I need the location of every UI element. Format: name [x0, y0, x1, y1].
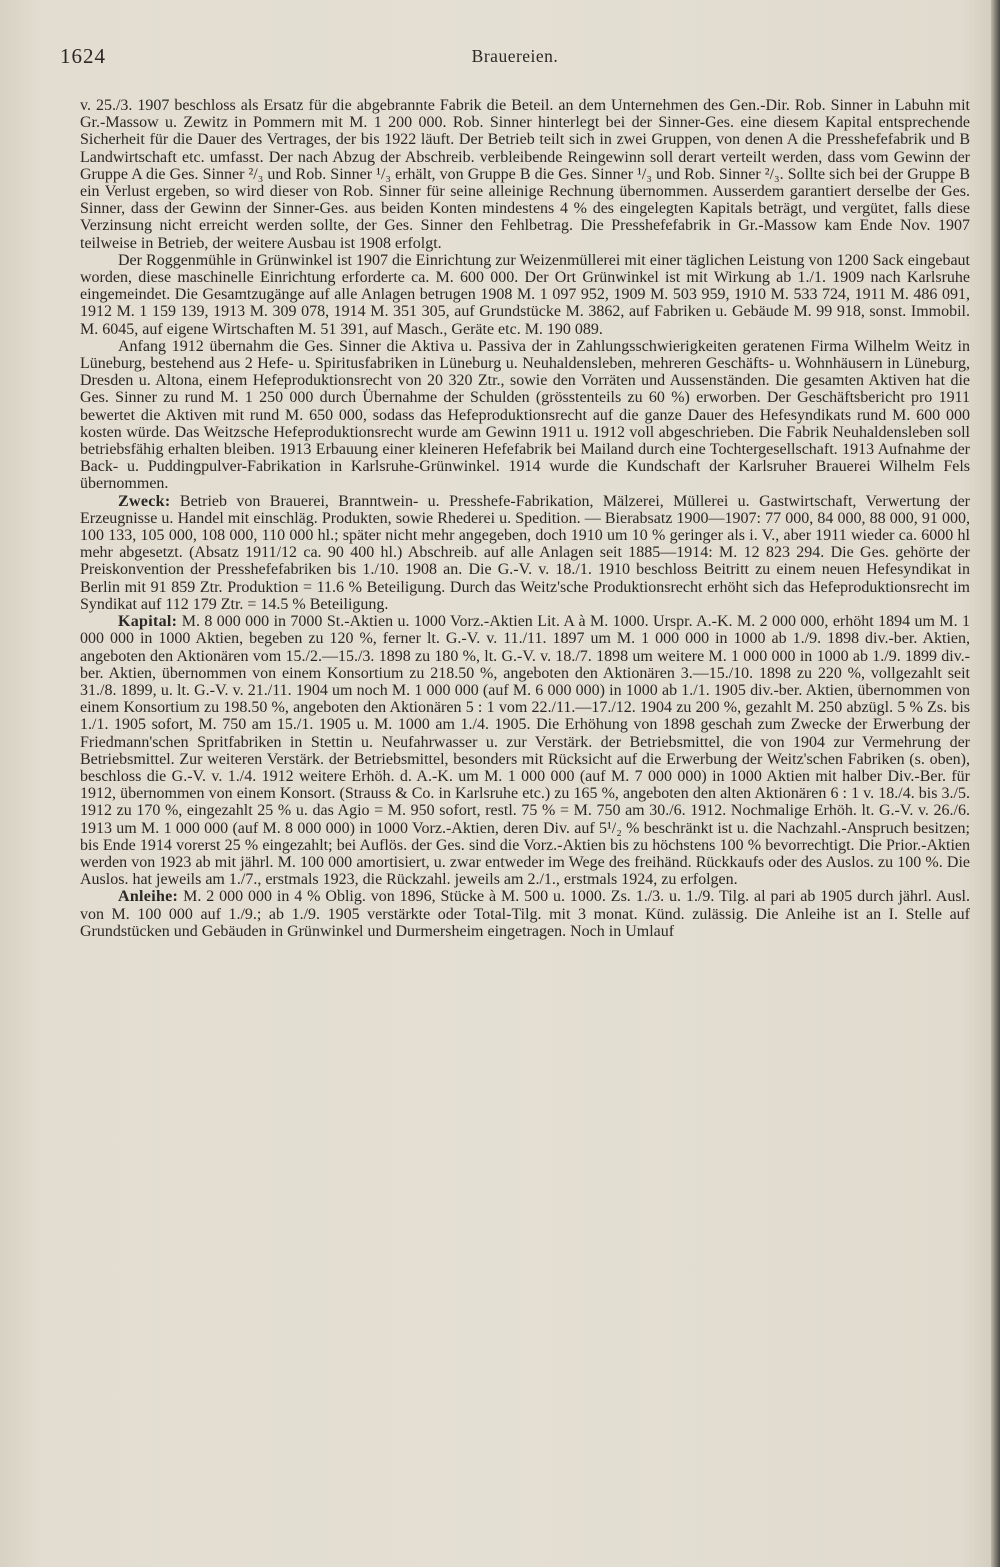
section-label-kapital: Kapital:	[118, 613, 178, 631]
section-label-anleihe: Anleihe:	[118, 888, 179, 906]
paragraph-anleihe	[80, 888, 970, 940]
paragraph-text: M. 8 000 000 in 7000 St.-Aktien u. 1000 Vorz.-Aktien Lit. A à M. 1000. Urspr. A.-K. M. 2 000 000, erhöht 1894 um M. 1 000 000 in 1000 Aktien, begeben zu 120 %, ferner lt. G.-V. v. 11./11. 1897 um M. 1 000 000 in 1000 ab 1./9. 1898 div.-ber. Aktien, angeboten den Aktionären vom 15./2.—15./3. 1898 zu 180 %, lt. G.-V. v. 18./7. 1898 um weitere M. 1 000 000 in 1000 ab 1./9. 1899 div.-ber. Aktien, übernommen von einem Konsortium zu 218.50 %, angeboten den Aktionären 3.—15./10. 1898 zu 220 %, vollgezahlt seit 31./8. 1899, u. lt. G.-V. v. 21./11. 1904 um noch M. 1 000 000 (auf M. 6 000 000) in 1000 ab 1./1. 1905 div.-ber. Aktien, übernommen von einem Konsortium zu 198.50 %, angeboten den Aktionären 5 : 1 vom 22./11.—17./12. 1904 zu 200 %, gezahlt M. 250 abzügl. 5 % Zs. bis 1./1. 1905 sofort, M. 750 am 15./1. 1905 u. M. 1000 am 1./4. 1905. Die Erhöhung von 1898 geschah zum Zwecke der Erwerbung der Friedmann'schen Spritfabriken in Stettin u. Neufahrwasser u. zur Verstärk. der Betriebsmittel, die von 1904 zur Vermehrung der Betriebsmittel. Zur weiteren Verstärk. der Betriebsmittel, besonders mit Rücksicht auf die Erwerbung der Weitz'schen Fabriken (s. oben), beschloss die G.-V. v. 1./4. 1912 weitere Erhöh. d. A.-K. um M. 1 000 000 (auf M. 7 000 000) in 1000 Aktien mit halber Div.-Ber. für 1912, übernommen von einem Konsort. (Strauss & Co. in Karlsruhe etc.) zu 165 %, angeboten den alten Aktionären 6 : 1 v. 18./4. bis 3./5. 1912 zu 170 %, eingezahlt 25 % u. das Agio = M. 950 sofort, restl. 75 % = M. 750 am 30./6. 1912. Nochmalige Erhöh. lt. G.-V. v. 26./6. 1913 um M. 1 000 000 (auf M. 8 000 000) in 1000 Vorz.-Aktien, deren Div. auf 5¹/₂ % beschränkt ist u. die Nachzahl.-Anspruch besitzen; bis Ende 1914 vorerst 25 % eingezahlt; bei Auflös. der Ges. sind die Vorz.-Aktien bis zu höchstens 100 % bevorrechtigt. Die Prior.-Aktien werden von 1923 ab mit jährl. M. 100 000 amortisiert, u. zwar entweder im Wege des freihänd. Rückkaufs oder des Auslos. zu 100 %. Die Auslos. hat jeweils am 1./7., erstmals 1923, die Rückzahl. jeweils am 2./1., erstmals 1924, zu erfolgen.	[80, 613, 971, 889]
paragraph-roggenmuehle	[80, 252, 970, 338]
paragraph-beteiligung	[80, 97, 970, 252]
body-text	[80, 97, 970, 940]
paragraph-kapital	[80, 613, 970, 888]
paragraph-text: M. 2 000 000 in 4 % Oblig. von 1896, Stücke à M. 500 u. 1000. Zs. 1./3. u. 1./9. Tilg. al pari ab 1905 durch jährl. Ausl. von M. 100 000 auf 1./9.; ab 1./9. 1905 verstärkte oder Total-Tilg. mit 3 monat. Künd. zulässig. Die Anleihe ist an I. Stelle auf Grundstücken und Gebäuden in Grünwinkel und Durmersheim eingetragen. Noch in Umlauf	[80, 888, 971, 940]
paragraph-text: Betrieb von Brauerei, Branntwein- u. Presshefe-Fabrikation, Mälzerei, Müllerei u. Gastwirtschaft, Verwertung der Erzeugnisse u. Handel mit einschläg. Produkten, sowie Rhederei u. Spedition. — Bierabsatz 1900—1907: 77 000, 84 000, 88 000, 91 000, 100 133, 105 000, 108 000, 110 000 hl.; später nicht mehr angegeben, doch 1910 um 10 % geringer als i. V., aber 1911 wieder ca. 6000 hl mehr abgesetzt. (Absatz 1911/12 ca. 90 400 hl.) Abschreib. auf alle Anlagen seit 1885—1914: M. 12 823 294. Die Ges. gehörte der Preiskonvention der Presshefefabriken bis 1./10. 1908 an. Die G.-V. v. 18./1. 1910 beschloss Beitritt zu einem neuen Hefesyndikat in Berlin mit 91 859 Ztr. Produktion = 11.6 % Beteiligung. Durch das Weitz'sche Produktionsrecht erhöht sich das Hefeproduktionsrecht im Syndikat auf 112 179 Ztr. = 14.5 % Beteiligung.	[80, 492, 971, 613]
paragraph-zweck	[80, 493, 970, 613]
running-title: Brauereien.	[471, 46, 559, 66]
page-edge-shadow	[991, 0, 1000, 1567]
paragraph-text: v. 25./3. 1907 beschloss als Ersatz für die abgebrannte Fabrik die Beteil. an dem Unternehmen des Gen.-Dir. Rob. Sinner in Labuhn mit Gr.-Massow u. Zewitz in Pommern mit M. 1 200 000. Rob. Sinner hinterlegt bei der Sinner-Ges. eine diesem Kapital entsprechende Sicherheit für die Dauer des Vertrages, der bis 1922 läuft. Der Betrieb teilt sich in zwei Gruppen, von denen A die Presshefefabrik und B Landwirtschaft etc. umfasst. Der nach Abzug der Abschreib. verbleibende Reingewinn soll derart verteilt werden, dass vom Gewinn der Gruppe A die Ges. Sinner ²/₃ und Rob. Sinner ¹/₃ erhält, von Gruppe B die Ges. Sinner ¹/₃ und Rob. Sinner ²/₃. Sollte sich bei der Gruppe B ein Verlust ergeben, so wird dieser von Rob. Sinner für seine alleinige Rechnung übernommen. Ausserdem garantiert derselbe der Ges. Sinner, dass der Gewinn der Sinner-Ges. aus beiden Konten mindestens 4 % des eingelegten Kapitals beträgt, und vergütet, falls diese Verzinsung nicht erreicht werden sollte, der Ges. Sinner den Fehlbetrag. Die Presshefefabrik in Gr.-Massow kam Ende Nov. 1907 teilweise in Betrieb, der weitere Ausbau ist 1908 erfolgt.	[80, 97, 970, 252]
paragraph-text: Anfang 1912 übernahm die Ges. Sinner die Aktiva u. Passiva der in Zahlungsschwierigkeiten geratenen Firma Wilhelm Weitz in Lüneburg, bestehend aus 2 Hefe- u. Spiritusfabriken in Lüneburg u. Neuhaldensleben, mehreren Geschäfts- u. Wohnhäusern in Lüneburg, Dresden u. Altona, einem Hefeproduktionsrecht von 20 320 Ztr., sowie den Vorräten und Aussenständen. Die gesamten Aktiven hat die Ges. Sinner zu rund M. 1 250 000 durch Übernahme der Schulden (grösstenteils zu 60 %) erworben. Der Geschäftsbericht pro 1911 bewertet die Aktiven mit rund M. 650 000, sodass das Hefeproduktionsrecht auf die ganze Dauer des Hefesyndikats rund M. 600 000 kosten würde. Das Weitzsche Hefeproduktionsrecht wurde am Gewinn 1911 u. 1912 voll abgeschrieben. Die Fabrik Neuhaldensleben soll betriebsfähig erhalten bleiben. 1913 Erbauung einer kleineren Hefefabrik bei Mailand durch eine Tochtergesellschaft. 1913 Aufnahme der Back- u. Puddingpulver-Fabrikation in Karlsruhe-Grünwinkel. 1914 wurde die Kundschaft der Karlsruher Brauerei Wilhelm Fels übernommen.	[80, 337, 970, 493]
page-header	[60, 44, 970, 72]
page-number: 1624	[60, 44, 106, 68]
paragraph-text: Der Roggenmühle in Grünwinkel ist 1907 die Einrichtung zur Weizenmüllerei mit einer täglichen Leistung von 1200 Sack eingebaut worden, diese maschinelle Einrichtung erforderte ca. M. 600 000. Der Ort Grünwinkel ist mit Wirkung ab 1./1. 1909 nach Karlsruhe eingemeindet. Die Gesamtzugänge auf alle Anlagen betrugen 1908 M. 1 097 952, 1909 M. 503 959, 1910 M. 533 724, 1911 M. 486 091, 1912 M. 1 159 139, 1913 M. 309 078, 1914 M. 351 305, auf Grundstücke M. 3862, auf Fabriken u. Gebäude M. 99 918, sonst. Immobil. M. 6045, auf eigene Wirtschaften M. 51 391, auf Masch., Geräte etc. M. 190 089.	[80, 251, 970, 338]
paragraph-weitz-uebernahme	[80, 338, 970, 493]
section-label-zweck: Zweck:	[118, 492, 171, 510]
